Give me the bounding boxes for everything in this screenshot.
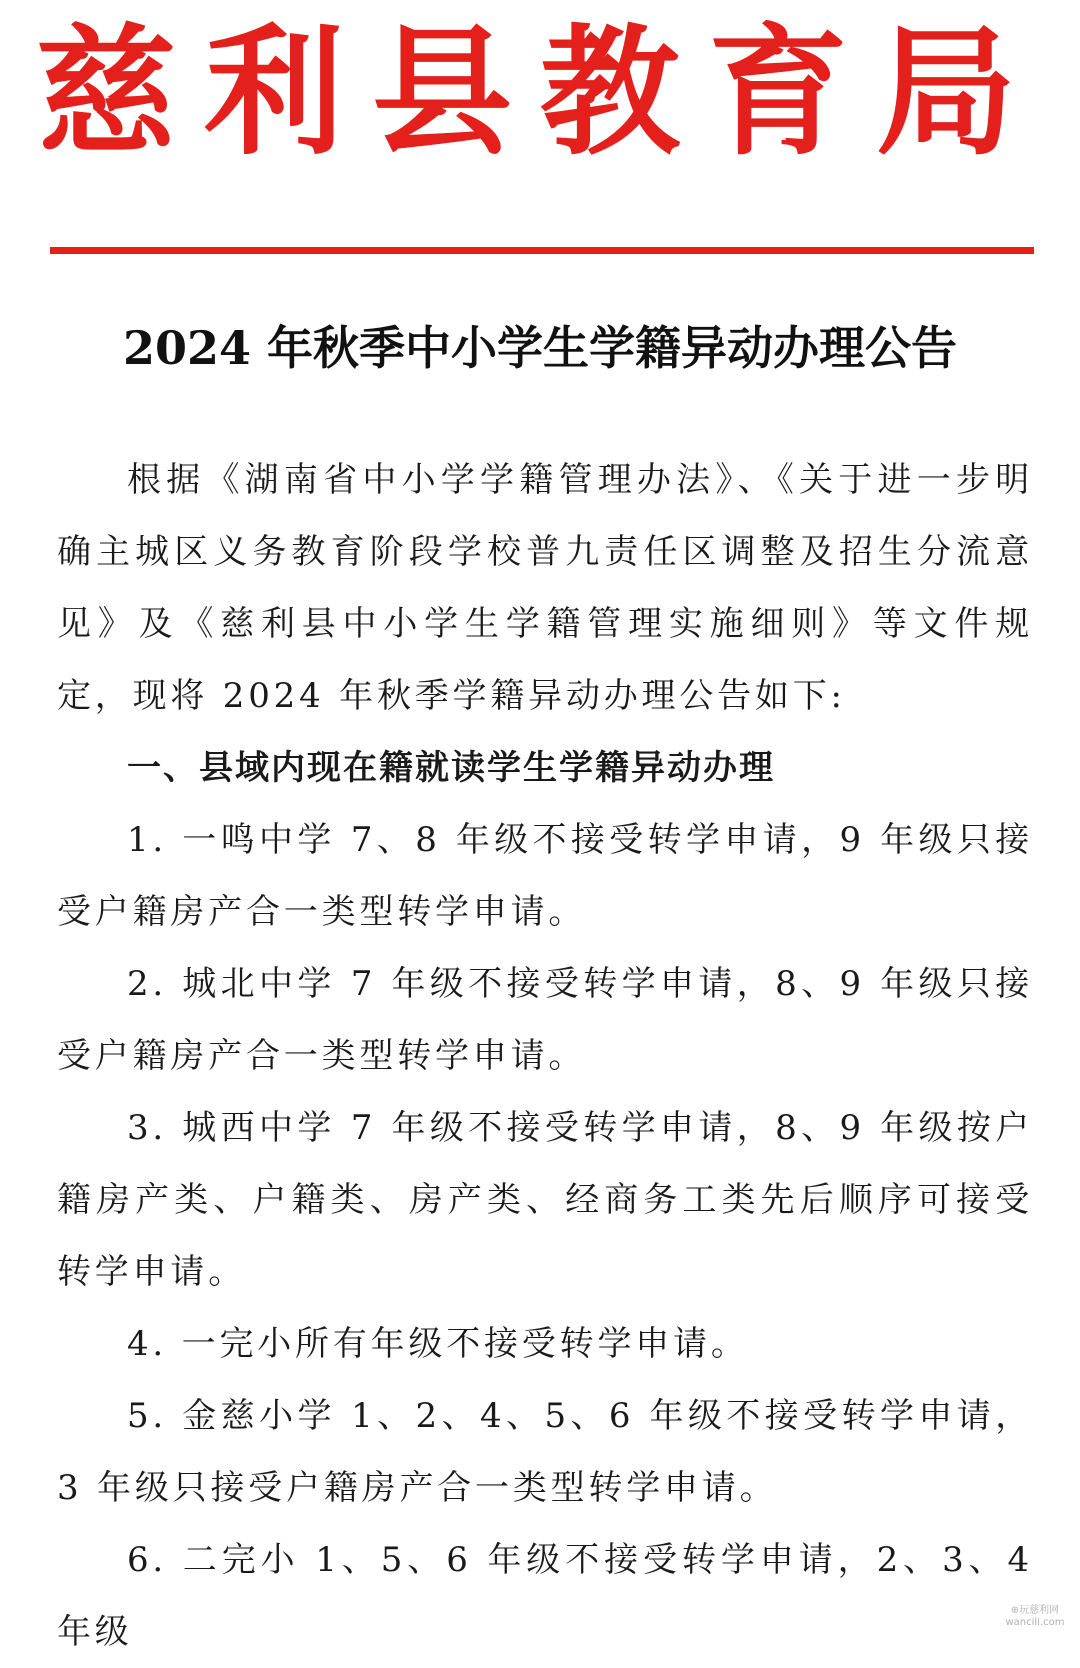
list-item: 3. 城西中学 7 年级不接受转学申请，8、9 年级按户籍房产类、户籍类、房产类、经商务工类先后顺序可接受转学申请。: [57, 1108, 1033, 1292]
list-item: 2. 城北中学 7 年级不接受转学申请，8、9 年级只接受户籍房产合一类型转学申请。: [57, 964, 1033, 1076]
site-watermark: [1000, 1605, 1070, 1629]
section-heading: 一、县域内现在籍就读学生学籍异动办理: [127, 748, 775, 788]
list-item: 1. 一鸣中学 7、8 年级不接受转学申请，9 年级只接受户籍房产合一类型转学申请。: [57, 820, 1033, 932]
list-item: 4. 一完小所有年级不接受转学申请。: [127, 1324, 749, 1364]
document-body: [57, 444, 1033, 1668]
watermark-line: ⊕玩慈利网: [1010, 1605, 1060, 1616]
watermark-line: wancili.com: [1005, 1617, 1065, 1628]
document-title: 2024 年秋季中小学生学籍异动办理公告: [122, 321, 958, 375]
list-item: 6. 二完小 1、5、6 年级不接受转学申请，2、3、4 年级: [57, 1540, 1033, 1652]
masthead-divider: [50, 247, 1034, 254]
intro-paragraph: 根据《湖南省中小学学籍管理办法》、《关于进一步明确主城区义务教育阶段学校普九责任区调整及招生分流意见》及《慈利县中小学生学籍管理实施细则》等文件规定，现将 2024 年秋季学籍异动办理公告如下:: [57, 460, 1033, 716]
list-item: 5. 金慈小学 1、2、4、5、6 年级不接受转学申请，3 年级只接受户籍房产合一类型转学申请。: [57, 1396, 1033, 1508]
masthead-title: 慈利县教育局: [35, 11, 1044, 175]
